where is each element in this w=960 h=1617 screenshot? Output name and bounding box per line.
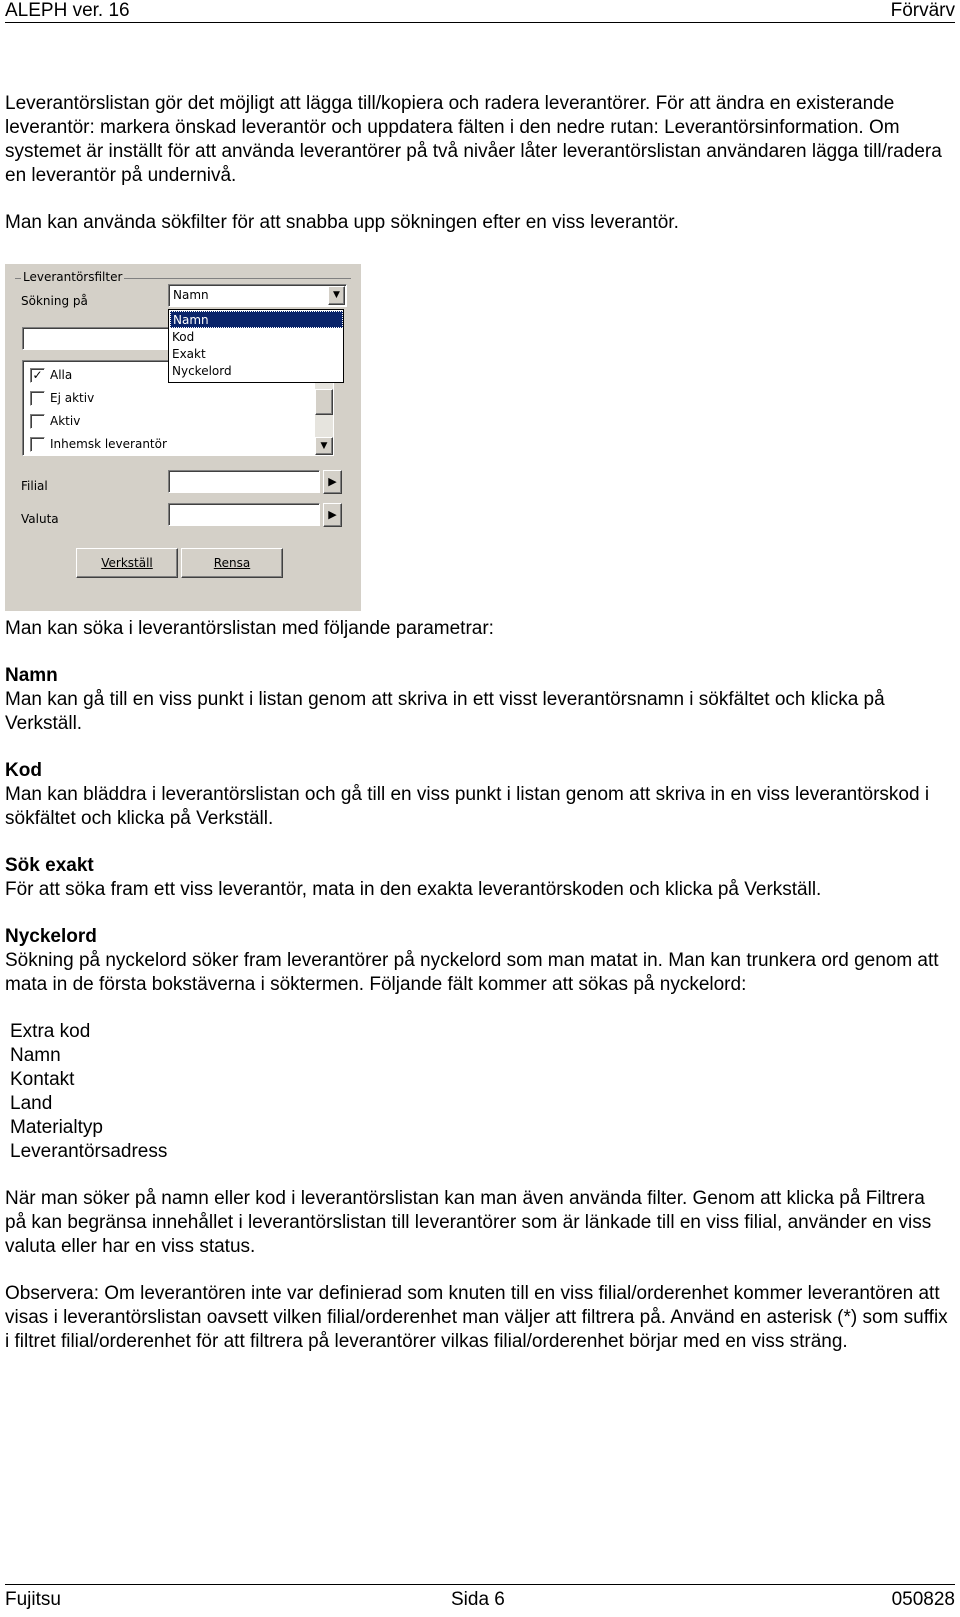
list-item: Extra kod — [10, 1021, 91, 1042]
checkbox-domestic[interactable] — [30, 437, 45, 452]
filter-intro-paragraph: Man kan använda sökfilter för att snabba upp sökningen efter en viss leverantör. — [5, 212, 679, 233]
supplier-filter-dialog — [5, 264, 361, 611]
footer-company: Fujitsu — [5, 1589, 61, 1610]
parameters-block — [5, 617, 950, 1354]
checkbox-inactive-label: Ej aktiv — [50, 391, 95, 405]
page-footer — [5, 1584, 955, 1616]
currency-input[interactable] — [168, 503, 320, 526]
search-on-label: Sökning på — [21, 294, 88, 308]
filter-paragraph: När man söker på namn eller kod i leverantörslistan kan man även använda filter. Genom att klicka på Filtrera på kan begränsa innehållet i leverantörslistan till leverantörer som är länkade till en viss filial, använder en viss valuta eller har en viss status. — [5, 1188, 932, 1257]
dropdown-arrow-icon[interactable]: ▼ — [328, 286, 345, 305]
observe-paragraph: Observera: Om leverantören inte var definierad som knuten till en viss filial/orderenhet kommer leverantören att visas i leverantörslistan oavsett vilken filial/orderenhet man väljer att filtrera på. Använd en asterisk (*) som suffix i filtret filial/orderenhet för att filtrera på leverantörer vilkas filial/orderenhet börjar med en viss sträng. — [5, 1283, 948, 1352]
groupbox-title: Leverantörsfilter — [23, 270, 123, 284]
search-type-value: Namn — [173, 288, 209, 302]
list-item: Land — [10, 1093, 53, 1114]
list-item: Kontakt — [10, 1069, 75, 1090]
option-kod[interactable]: Kod — [172, 330, 195, 344]
checkbox-all-label: Alla — [50, 368, 73, 382]
header-product: ALEPH ver. 16 — [5, 0, 130, 21]
keyword-field-list — [5, 1020, 950, 1164]
list-item: Materialtyp — [10, 1117, 103, 1138]
option-exakt[interactable]: Exakt — [172, 347, 206, 361]
search-type-select[interactable] — [168, 284, 347, 307]
checkbox-inactive[interactable] — [30, 391, 45, 406]
branch-arrow-icon[interactable]: ▶ — [323, 470, 342, 494]
page-number: Sida 6 — [451, 1589, 505, 1610]
intro-block — [5, 92, 950, 235]
section-text-namn: Man kan gå till en viss punkt i listan genom att skriva in ett visst leverantörsnamn i sökfältet och klicka på Verkställ. — [5, 689, 885, 734]
section-title-namn: Namn — [5, 665, 58, 686]
page-header — [5, 0, 955, 23]
option-nyckelord[interactable]: Nyckelord — [172, 364, 232, 378]
section-text-kod: Man kan bläddra i leverantörslistan och gå till en viss punkt i listan genom att skriva in en viss leverantörskod i sökfältet och klicka på Verkställ. — [5, 784, 930, 829]
checkbox-active[interactable] — [30, 414, 45, 429]
scroll-down-icon[interactable]: ▼ — [315, 437, 333, 455]
footer-date: 050828 — [891, 1589, 955, 1610]
intro-paragraph: Leverantörslistan gör det möjligt att lägga till/kopiera och radera leverantörer. För att ändra en existerande leverantör: markera önskad leverantör och uppdatera fälten i den nedre rutan: Leverantörsinformation. Om systemet är inställt för att använda leverantörer på två nivåer låter leverantörslistan användaren lägga till/radera en leverantör på undernivå. — [5, 93, 942, 186]
checkbox-all[interactable]: ✓ — [30, 368, 45, 383]
section-title-nyckelord: Nyckelord — [5, 926, 97, 947]
section-text-nyckelord: Sökning på nyckelord söker fram leverantörer på nyckelord som man matat in. Man kan trunkera ord genom att mata in de första bokstäverna i söktermen. Följande fält kommer att sökas på nyckelord: — [5, 950, 939, 995]
branch-label: Filial — [21, 479, 48, 493]
search-type-dropdown[interactable] — [168, 309, 344, 383]
header-section: Förvärv — [890, 0, 955, 21]
branch-input[interactable] — [168, 470, 320, 493]
checkbox-domestic-label: Inhemsk leverantör — [50, 437, 167, 451]
apply-button[interactable]: Verkställ — [76, 548, 178, 578]
scroll-thumb[interactable] — [315, 389, 333, 415]
search-input[interactable] — [22, 327, 182, 350]
section-text-exakt: För att söka fram ett viss leverantör, mata in den exakta leverantörskoden och klicka på Verkställ. — [5, 879, 822, 900]
clear-button[interactable]: Rensa — [181, 548, 283, 578]
currency-label: Valuta — [21, 512, 59, 526]
list-item: Namn — [10, 1045, 61, 1066]
section-title-kod: Kod — [5, 760, 42, 781]
currency-arrow-icon[interactable]: ▶ — [323, 503, 342, 527]
params-intro: Man kan söka i leverantörslistan med följande parametrar: — [5, 618, 494, 639]
checkbox-active-label: Aktiv — [50, 414, 81, 428]
option-namn[interactable]: Namn — [170, 311, 343, 328]
section-title-exakt: Sök exakt — [5, 855, 94, 876]
list-item: Leverantörsadress — [10, 1141, 168, 1162]
